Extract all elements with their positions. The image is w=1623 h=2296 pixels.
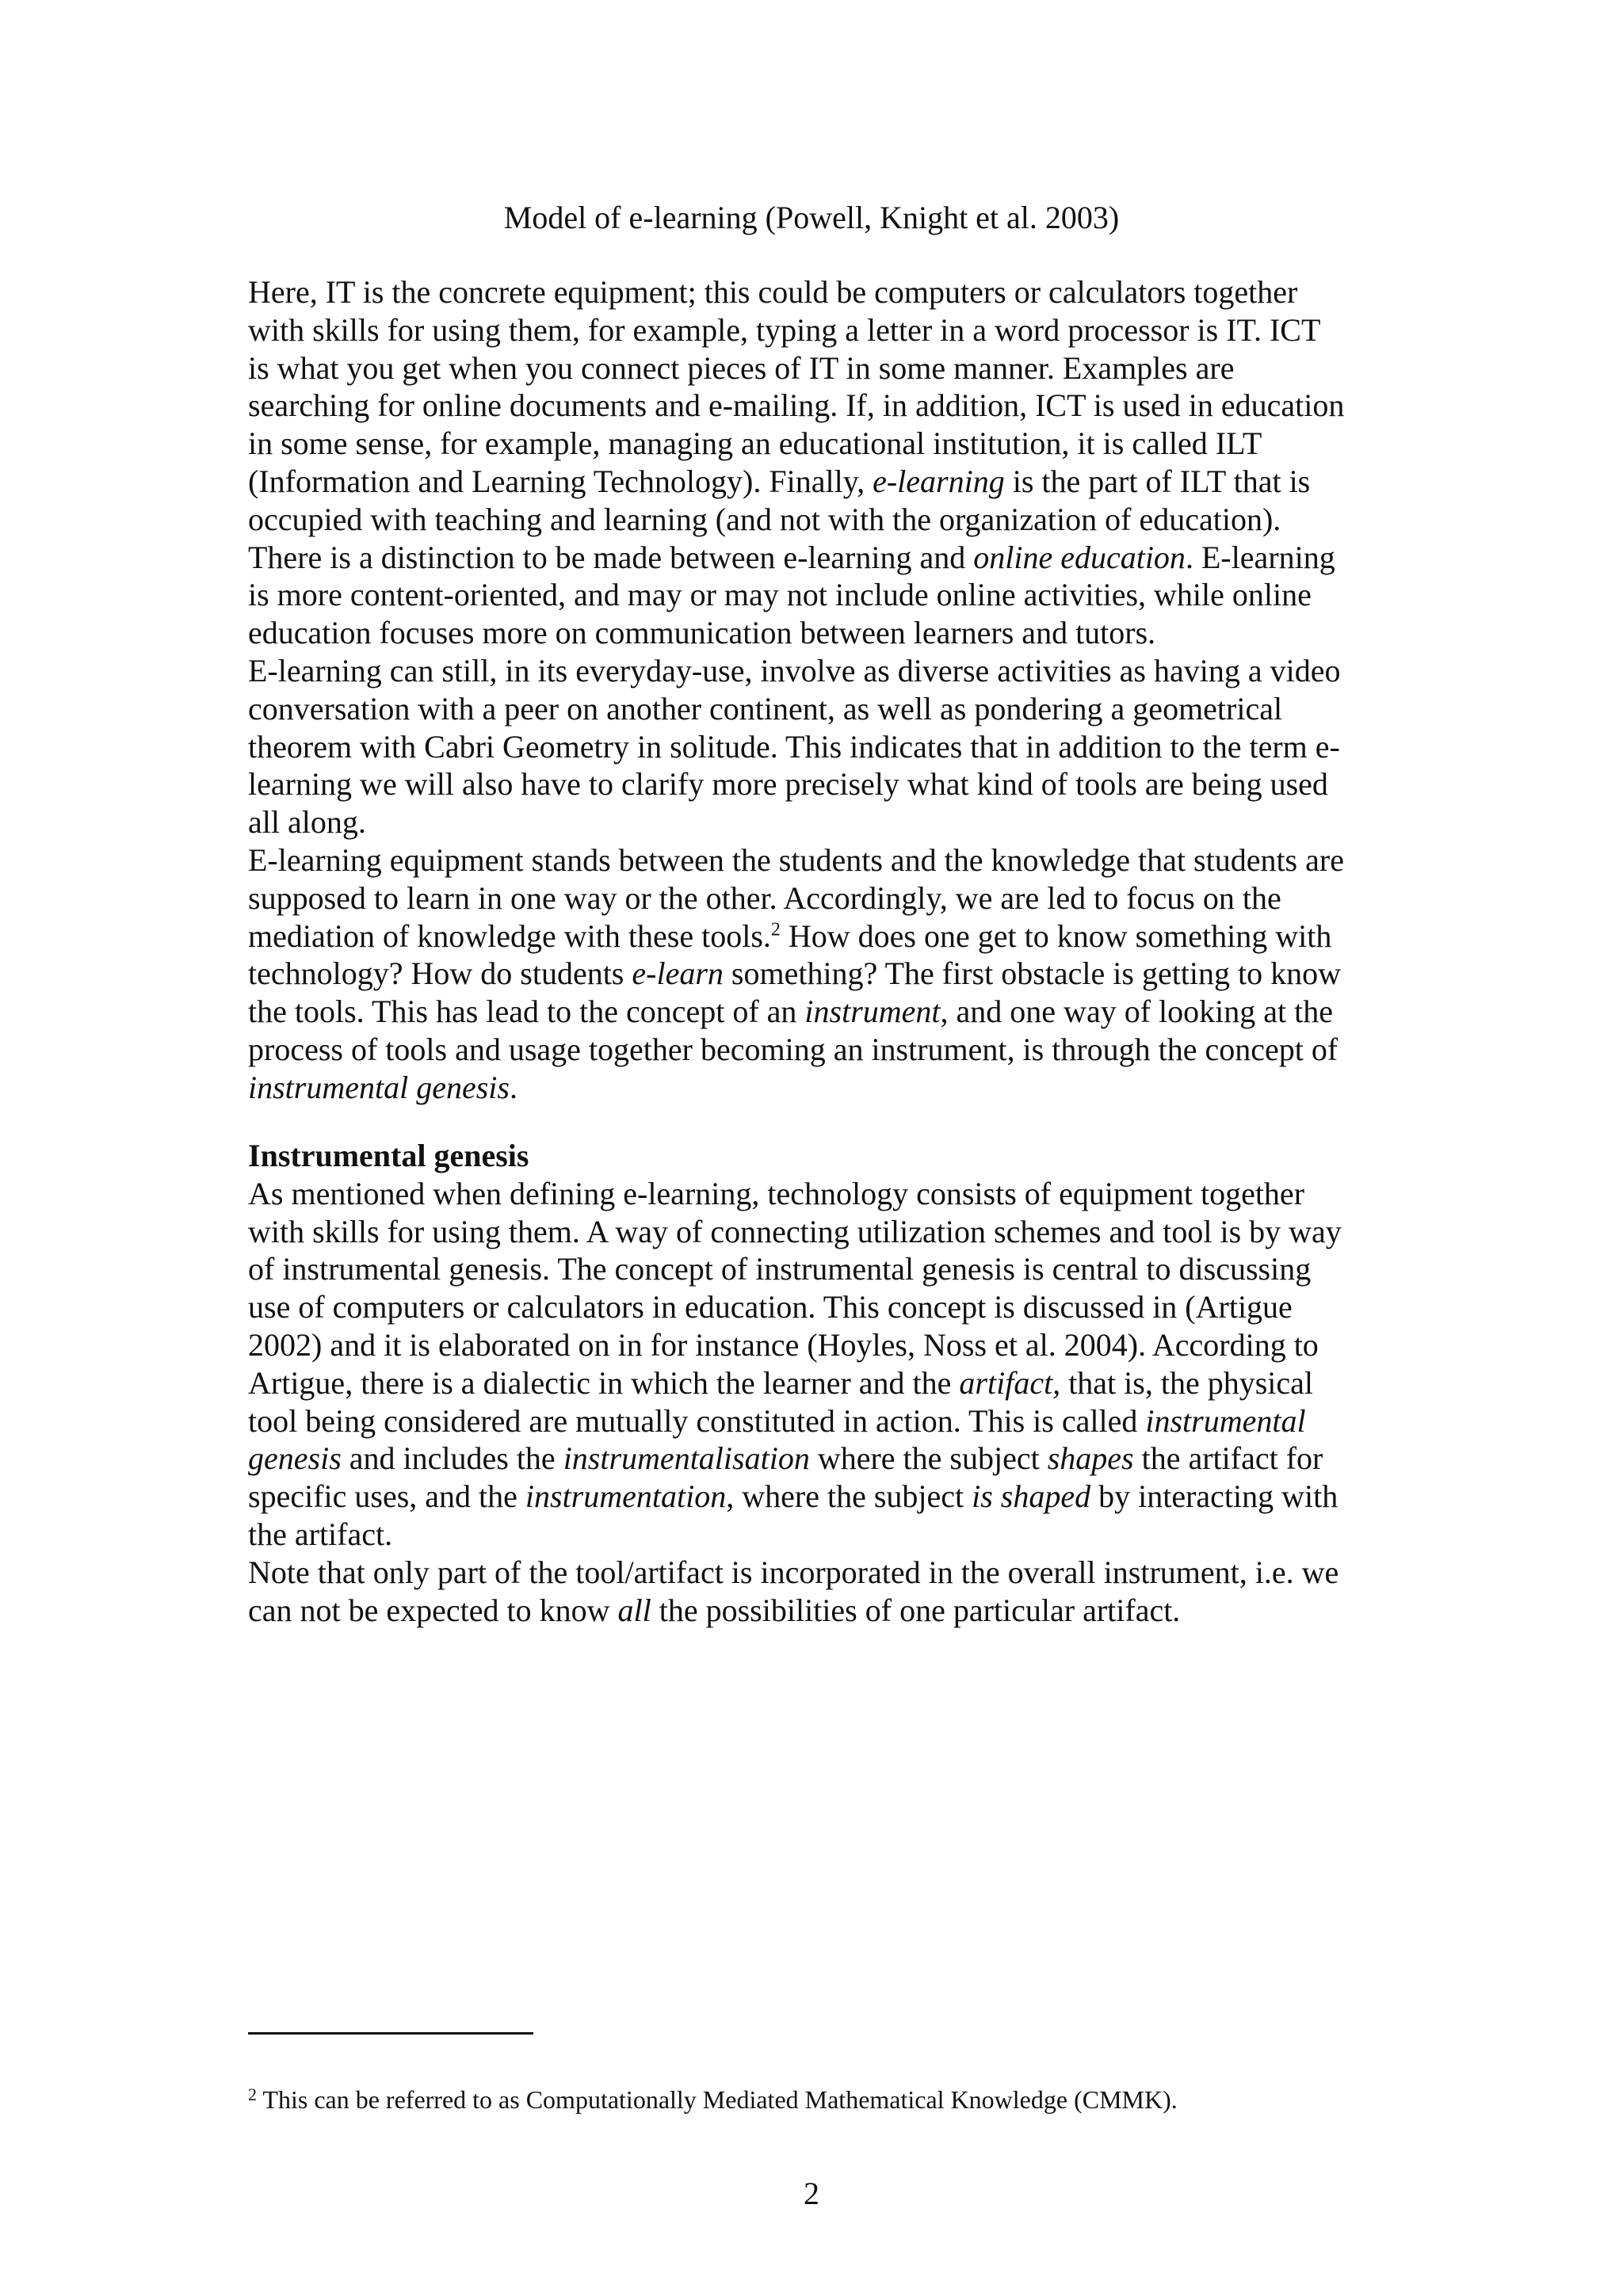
section-heading: Instrumental genesis <box>248 1138 529 1173</box>
text-line: E-learning can still, in its everyday-use, involve as diverse activities as having a video <box>248 652 1341 688</box>
text-line <box>248 1592 1397 1630</box>
text-line <box>248 1364 1397 1402</box>
text-line <box>248 955 1397 993</box>
text-run: something? The first obstacle is getting to know <box>723 955 1342 992</box>
text-run: that is, the physical <box>1060 1364 1314 1401</box>
text-line: conversation with a peer on another continent, as well as pondering a geometrical <box>248 690 1283 727</box>
text-line: with skills for using them. A way of connecting utilization schemes and tool is by way <box>248 1213 1342 1249</box>
text-run: where the subject <box>809 1440 1048 1477</box>
text-line: supposed to learn in one way or the other. Accordingly, we are led to focus on the <box>248 879 1281 916</box>
text-line: Note that only part of the tool/artifact is incorporated in the overall instrument, i.e. we <box>248 1554 1339 1590</box>
text-line: use of computers or calculators in education. This concept is discussed in (Artigue <box>248 1289 1293 1325</box>
emphasis-text: is shaped <box>972 1478 1091 1515</box>
text-line: is what you get when you connect pieces of IT in some manner. Examples are <box>248 349 1235 386</box>
text-line: Here, IT is the concrete equipment; this could be computers or calculators together <box>248 274 1298 310</box>
text-run: by interacting with <box>1090 1478 1338 1515</box>
text-line: searching for online documents and e-mailing. If, in addition, ICT is used in education <box>248 387 1345 424</box>
text-run: specific uses, and the <box>248 1478 525 1515</box>
footnote-divider <box>248 2032 533 2035</box>
text-line: all along. <box>248 804 366 841</box>
text-line: process of tools and usage together becoming an instrument, is through the concept of <box>248 1031 1338 1067</box>
emphasis-text: instrumentation <box>525 1478 727 1515</box>
text-line: As mentioned when defining e-learning, technology consists of equipment together <box>248 1175 1305 1211</box>
footnote-text: This can be referred to as Computationally Mediated Mathematical Knowledge (CMMK). <box>257 2085 1178 2114</box>
text-run: can not be expected to know <box>248 1592 618 1628</box>
text-line: is more content-oriented, and may or may not include online activities, while online <box>248 577 1312 613</box>
text-line: in some sense, for example, managing an educational institution, it is called ILT <box>248 425 1262 462</box>
text-run: Artigue, there is a dialectic in which the learner and the <box>248 1364 960 1401</box>
emphasis-text: instrument <box>804 994 941 1030</box>
emphasis-text: artifact, <box>959 1364 1061 1401</box>
text-run: . E-learning <box>1185 539 1335 575</box>
text-line: 2002) and it is elaborated on in for instance (Hoyles, Noss et al. 2004). According to <box>248 1326 1319 1363</box>
text-run: , where the subject <box>726 1478 972 1515</box>
text-run: is the part of ILT that is <box>1004 463 1311 499</box>
text-line: the artifact. <box>248 1516 393 1552</box>
emphasis-text: genesis <box>248 1440 342 1477</box>
section-body <box>248 1175 1397 1630</box>
text-run: , and one way of looking at the <box>940 994 1333 1030</box>
footnote-reference: 2 <box>770 919 781 940</box>
page-number: 2 <box>804 2176 819 2211</box>
text-line: of instrumental genesis. The concept of instrumental genesis is central to discussing <box>248 1251 1312 1287</box>
text-line <box>248 463 1397 501</box>
text-run: There is a distinction to be made between e-learning and <box>248 539 974 575</box>
footnote-marker: 2 <box>248 2084 257 2104</box>
text-line <box>248 1402 1397 1440</box>
text-line: theorem with Cabri Geometry in solitude. This indicates that in addition to the term e- <box>248 728 1340 765</box>
footnote <box>248 2084 1178 2115</box>
text-line <box>248 1478 1397 1516</box>
text-line: learning we will also have to clarify more precisely what kind of tools are being used <box>248 766 1328 803</box>
emphasis-text: instrumentalisation <box>563 1440 810 1477</box>
text-line: E-learning equipment stands between the students and the knowledge that students are <box>248 841 1344 878</box>
emphasis-text: e-learning <box>873 463 1005 499</box>
emphasis-text: all <box>617 1592 651 1628</box>
text-run: tool being considered are mutually constituted in action. This is called <box>248 1402 1146 1439</box>
figure-caption: Model of e-learning (Powell, Knight et al. 2003) <box>503 200 1120 235</box>
body-section-elearning <box>248 273 1397 1107</box>
text-line: education focuses more on communication between learners and tutors. <box>248 615 1156 651</box>
emphasis-text: instrumental <box>1145 1402 1306 1439</box>
text-line: occupied with teaching and learning (and not with the organization of education). <box>248 501 1281 537</box>
emphasis-text: instrumental genesis <box>248 1069 510 1105</box>
text-line <box>248 539 1397 577</box>
emphasis-text: online education <box>973 539 1186 575</box>
text-run: . <box>509 1069 517 1105</box>
text-run: mediation of knowledge with these tools. <box>248 917 771 954</box>
text-run: the artifact for <box>1133 1440 1323 1477</box>
text-run: How does one get to know something with <box>780 917 1332 954</box>
text-line <box>248 1440 1397 1478</box>
text-run: the possibilities of one particular artifact. <box>651 1592 1181 1628</box>
text-line <box>248 993 1397 1031</box>
text-run: the tools. This has lead to the concept of an <box>248 994 805 1030</box>
emphasis-text: e-learn <box>632 955 724 992</box>
text-line <box>248 917 1397 955</box>
text-run: (Information and Learning Technology). Finally, <box>248 463 873 499</box>
text-line: with skills for using them, for example, typing a letter in a word processor is IT. ICT <box>248 311 1321 348</box>
body-section-instrumental-genesis <box>248 1137 1397 1629</box>
text-line <box>248 1069 1397 1107</box>
text-run: technology? How do students <box>248 955 632 992</box>
text-run: and includes the <box>341 1440 563 1477</box>
emphasis-text: shapes <box>1047 1440 1134 1477</box>
